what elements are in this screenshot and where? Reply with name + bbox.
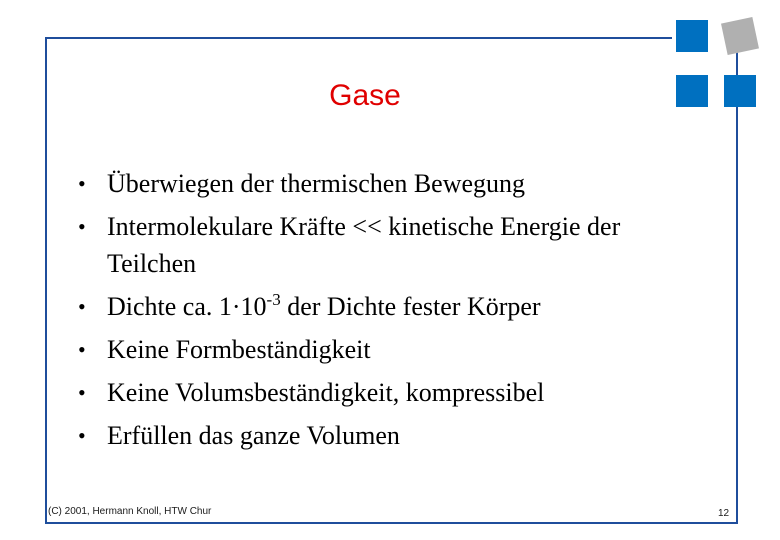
bullet-item xyxy=(78,414,718,457)
bullet-text: Erfüllen das ganze Volumen xyxy=(107,421,400,450)
bullet-dot-icon: • xyxy=(78,380,86,405)
bullet-dot-icon: • xyxy=(78,214,86,239)
decorative-square-blue xyxy=(676,20,708,52)
decorative-square-blue xyxy=(724,75,756,107)
bullet-item xyxy=(78,328,718,371)
decorative-square-gray-tilted xyxy=(721,17,759,55)
bullet-item xyxy=(78,371,718,414)
bullet-item xyxy=(78,205,718,285)
bullet-item xyxy=(78,285,718,328)
bullet-text-continuation: Teilchen xyxy=(107,249,197,278)
decorative-square-blue xyxy=(676,75,708,107)
footer-copyright: (C) 2001, Hermann Knoll, HTW Chur xyxy=(48,506,212,517)
bullet-text: Keine Volumsbeständigkeit, kompressibel xyxy=(107,378,545,407)
bullet-dot-icon: • xyxy=(78,423,86,448)
bullet-text: Dichte ca. 1·10 xyxy=(107,292,267,321)
bullet-item xyxy=(78,162,718,205)
bullet-text: Überwiegen der thermischen Bewegung xyxy=(107,169,526,198)
bullet-dot-icon: • xyxy=(78,337,86,362)
page-number: 12 xyxy=(718,508,730,519)
bullet-text: der Dichte fester Körper xyxy=(280,292,541,321)
bullet-text: Intermolekulare Kräfte << kinetische Energie der xyxy=(107,212,621,241)
bullet-text: Keine Formbeständigkeit xyxy=(107,335,371,364)
bullet-superscript: -3 xyxy=(266,290,281,309)
bullet-list xyxy=(78,162,718,457)
bullet-dot-icon: • xyxy=(78,294,86,319)
bullet-dot-icon: • xyxy=(78,171,86,196)
slide-title: Gase xyxy=(329,79,401,112)
